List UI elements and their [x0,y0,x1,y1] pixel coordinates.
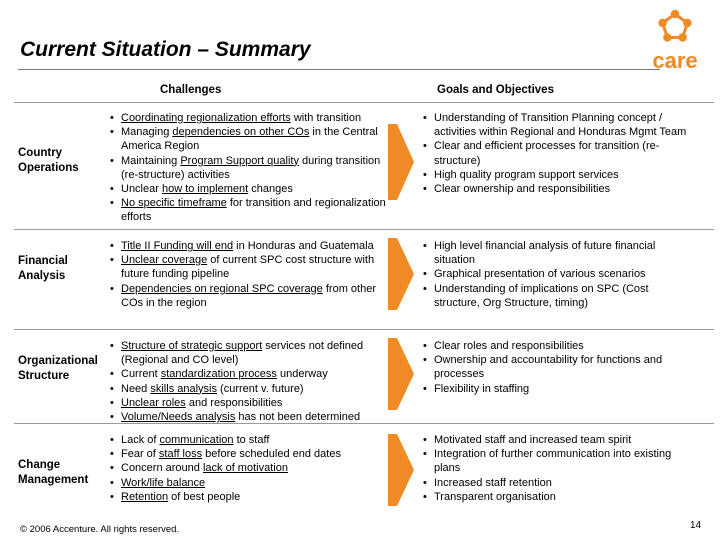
goal-item: • Clear ownership and responsibilities [423,182,693,196]
row-label [18,254,68,284]
challenge-item: • Lack of communication to staff [110,433,388,447]
challenges-list [110,339,388,424]
goals-list [423,239,693,310]
challenge-item: • Managing dependencies on other COs in the Central America Region [110,125,388,153]
row-divider [14,102,714,103]
goals-list [423,339,693,396]
goal-item: • Understanding of implications on SPC (Cost structure, Org Structure, timing) [423,282,693,310]
challenge-item: • Unclear how to implement changes [110,182,388,196]
copyright-footer: © 2006 Accenture. All rights reserved. [20,524,180,535]
transition-arrow-icon [388,338,414,410]
challenge-item: • Maintaining Program Support quality during transition (re-structure) activities [110,154,388,182]
page-title: Current Situation – Summary [20,38,311,61]
challenge-item: • Fear of staff loss before scheduled end dates [110,447,388,461]
row-divider [14,423,714,424]
goal-item: • Graphical presentation of various scenarios [423,267,693,281]
challenge-item: • Title II Funding will end in Honduras and Guatemala [110,239,388,253]
challenge-item: • Unclear roles and responsibilities [110,396,388,410]
challenge-item: • Volume/Needs analysis has not been determined [110,410,388,424]
row-label-line: Management [18,474,89,486]
transition-arrow-icon [388,124,414,200]
goals-header: Goals and Objectives [437,84,554,96]
row-label-line: Change [18,459,61,471]
row-label-line: Country [18,147,63,159]
goal-item: • High level financial analysis of future financial situation [423,239,693,267]
title-divider [18,69,660,70]
goal-item: • Integration of further communication into existing plans [423,447,693,475]
row-label [18,146,79,176]
challenge-item: • Unclear coverage of current SPC cost structure with future funding pipeline [110,253,388,281]
svg-text:care: care [652,48,698,73]
goal-item: • Transparent organisation [423,490,693,504]
goal-item: • Clear roles and responsibilities [423,339,693,353]
row-label-line: Organizational [18,355,98,367]
goal-item: • High quality program support services [423,168,693,182]
challenge-item: • Current standardization process underway [110,367,388,381]
row-divider [14,329,714,330]
challenges-list [110,111,388,225]
row-label-line: Financial [18,255,68,267]
challenge-item: • Dependencies on regional SPC coverage from other COs in the region [110,282,388,310]
challenge-item: • Structure of strategic support services not defined (Regional and CO level) [110,339,388,367]
transition-arrow-icon [388,434,414,506]
goal-item: • Increased staff retention [423,476,693,490]
challenge-item: • Need skills analysis (current v. future) [110,382,388,396]
challenges-list [110,239,388,310]
care-logo-icon [640,5,710,73]
goal-item: • Clear and efficient processes for transition (re-structure) [423,139,693,167]
challenges-list [110,433,388,504]
goal-item: • Understanding of Transition Planning concept / activities within Regional and Honduras Mgmt Team [423,111,693,139]
challenge-item: • Retention of best people [110,490,388,504]
row-label [18,458,88,488]
challenges-header: Challenges [160,84,222,96]
page-number: 14 [690,520,702,531]
row-divider [14,229,714,230]
goals-list [423,433,693,504]
row-label-line: Operations [18,162,79,174]
challenge-item: • No specific timeframe for transition and regionalization efforts [110,196,388,224]
challenge-item: • Work/life balance [110,476,388,490]
row-label-line: Structure [18,370,70,382]
row-label [18,354,98,384]
row-label-line: Analysis [18,270,66,282]
care-logo [640,5,710,73]
goals-list [423,111,693,196]
goal-item: • Flexibility in staffing [423,382,693,396]
challenge-item: • Coordinating regionalization efforts with transition [110,111,388,125]
transition-arrow-icon [388,238,414,310]
goal-item: • Ownership and accountability for functions and processes [423,353,693,381]
goal-item: • Motivated staff and increased team spirit [423,433,693,447]
challenge-item: • Concern around lack of motivation [110,461,388,475]
